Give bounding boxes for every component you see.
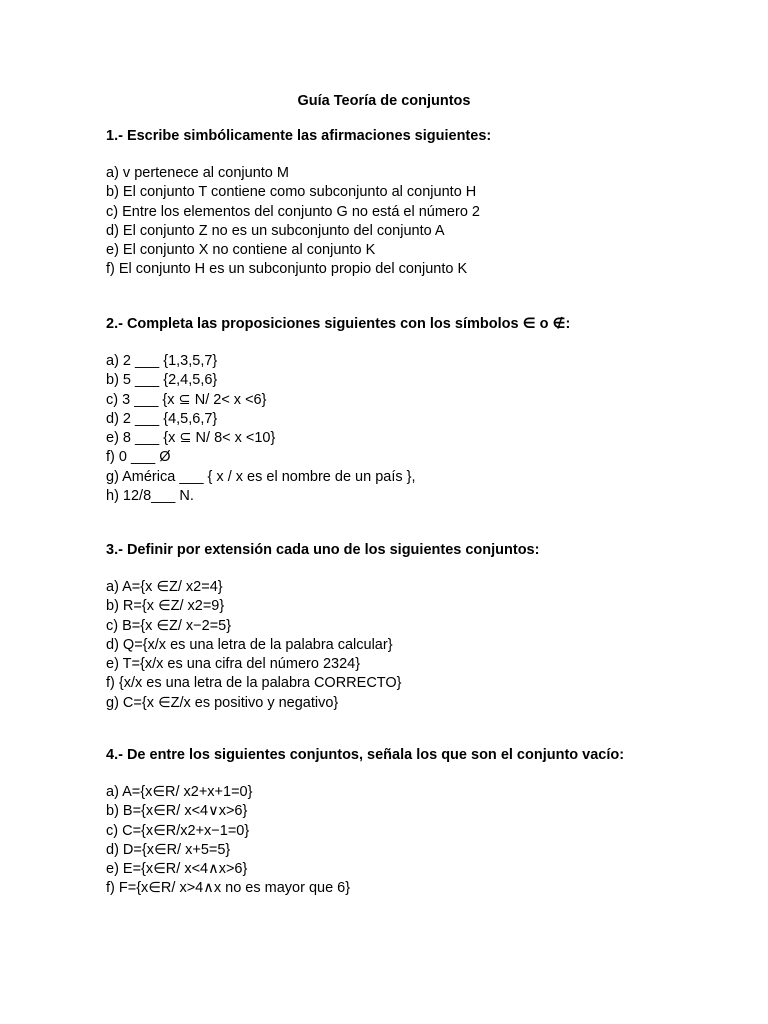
list-item: a) A={x ∈Z/ x2=4} <box>106 579 223 595</box>
document-title: Guía Teoría de conjuntos <box>297 93 471 109</box>
list-item: d) D={x∈R/ x+5=5} <box>106 841 231 858</box>
section-1 <box>106 126 726 280</box>
list-item: c) C={x∈R/x2+x−1=0} <box>106 822 250 839</box>
section-1-items <box>106 164 726 280</box>
list-item: f) {x/x es una letra de la palabra CORRECTO} <box>106 675 402 692</box>
section-4 <box>106 745 726 899</box>
list-item: d) El conjunto Z no es un subconjunto del conjunto A <box>106 222 445 239</box>
list-item: c) B={x ∈Z/ x−2=5} <box>106 617 232 634</box>
list-item: b) R={x ∈Z/ x2=9} <box>106 598 225 615</box>
list-item: a) v pertenece al conjunto M <box>106 165 289 181</box>
list-item: c) Entre los elementos del conjunto G no está el número 2 <box>106 203 480 220</box>
list-item: e) El conjunto X no contiene al conjunto K <box>106 242 376 259</box>
list-item: a) 2 ___ {1,3,5,7} <box>106 353 218 369</box>
list-item: a) A={x∈R/ x2+x+1=0} <box>106 784 253 800</box>
list-item: f) El conjunto H es un subconjunto propio del conjunto K <box>106 261 468 278</box>
list-item: e) T={x/x es una cifra del número 2324} <box>106 656 361 673</box>
section-4-heading: 4.- De entre los siguientes conjuntos, señala los que son el conjunto vacío: <box>106 747 625 763</box>
list-item: h) 12/8___ N. <box>106 488 194 505</box>
list-item: d) 2 ___ {4,5,6,7} <box>106 410 218 427</box>
section-3 <box>106 540 726 713</box>
list-item: e) E={x∈R/ x<4∧x>6} <box>106 861 248 878</box>
section-2-heading: 2.- Completa las proposiciones siguientes con los símbolos ∈ o ∉: <box>106 316 571 332</box>
list-item: g) América ___ { x / x es el nombre de un país }, <box>106 468 416 485</box>
list-item: b) El conjunto T contiene como subconjunto al conjunto H <box>106 184 477 201</box>
section-1-heading: 1.- Escribe simbólicamente las afirmaciones siguientes: <box>106 128 492 144</box>
list-item: d) Q={x/x es una letra de la palabra calcular} <box>106 636 393 653</box>
section-2 <box>106 314 726 506</box>
list-item: e) 8 ___ {x ⊆ N/ 8< x <10} <box>106 430 276 447</box>
section-4-items <box>106 783 726 899</box>
section-3-heading: 3.- Definir por extensión cada uno de los siguientes conjuntos: <box>106 542 540 558</box>
list-item: b) B={x∈R/ x<4∨x>6} <box>106 803 248 820</box>
section-3-items <box>106 578 726 713</box>
section-2-items <box>106 352 726 506</box>
list-item: f) F={x∈R/ x>4∧x no es mayor que 6} <box>106 880 351 897</box>
list-item: c) 3 ___ {x ⊆ N/ 2< x <6} <box>106 391 267 408</box>
list-item: f) 0 ___ Ø <box>106 449 171 466</box>
list-item: g) C={x ∈Z/x es positivo y negativo} <box>106 694 339 711</box>
list-item: b) 5 ___ {2,4,5,6} <box>106 372 218 389</box>
